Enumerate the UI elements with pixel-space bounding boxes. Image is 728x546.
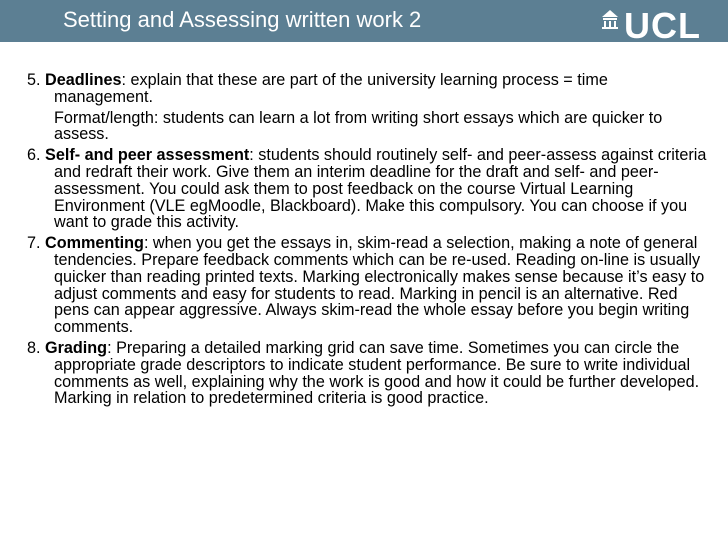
item-text: Format/length: students can learn a lot from writing short essays which are quicker to assess.	[54, 108, 663, 144]
item-text: : Preparing a detailed marking grid can save time. Sometimes you can circle the appropriate grade descriptors to indicate student performance. Be sure to write individual comments as well, explaining why the work is good and how it could be further developed. Marking in relation to predetermined criteria is good practice.	[54, 338, 700, 408]
list-item	[27, 110, 707, 144]
slide-header	[0, 0, 728, 46]
item-text: : when you get the essays in, skim-read a selection, making a note of general tendencies. Prepare feedback comments which can be re-used. Reading on-line is usually quicker than reading printed texts. Marking electronically makes sense because it’s easy to adjust comments and easy for students to read. Marking in pencil is an alternative. Red pens can appear aggressive. Always skim-read the whole essay before you begin writing comments.	[54, 234, 705, 337]
item-number: 7.	[27, 234, 41, 253]
list-item	[27, 72, 707, 106]
item-keyword: Self- and peer assessment	[45, 146, 250, 165]
slide-title: Setting and Assessing written work 2	[63, 7, 422, 32]
item-text: : students should routinely self- and peer-assess against criteria and redraft their work. Give them an interim deadline for the draft and self- and peer-assessment. You could ask them to post feedback on the course Virtual Learning Environment (VLE egMoodle, Blackboard). Make this compulsory. You can choose if you want to grade this activity.	[54, 146, 707, 232]
item-keyword: Commenting	[45, 234, 144, 253]
item-keyword: Deadlines	[45, 71, 122, 89]
ucl-logo	[600, 5, 701, 46]
item-number: 6.	[27, 146, 41, 165]
item-keyword: Grading	[45, 338, 108, 357]
portico-icon	[600, 8, 620, 30]
item-number: 8.	[27, 338, 41, 357]
list-item	[27, 147, 707, 231]
list-item	[27, 340, 707, 407]
item-text: : explain that these are part of the university learning process = time management.	[54, 71, 608, 106]
list-item	[27, 235, 707, 336]
logo-wordmark: UCL	[624, 5, 701, 46]
slide-body	[27, 72, 707, 411]
item-number: 5.	[27, 71, 41, 89]
